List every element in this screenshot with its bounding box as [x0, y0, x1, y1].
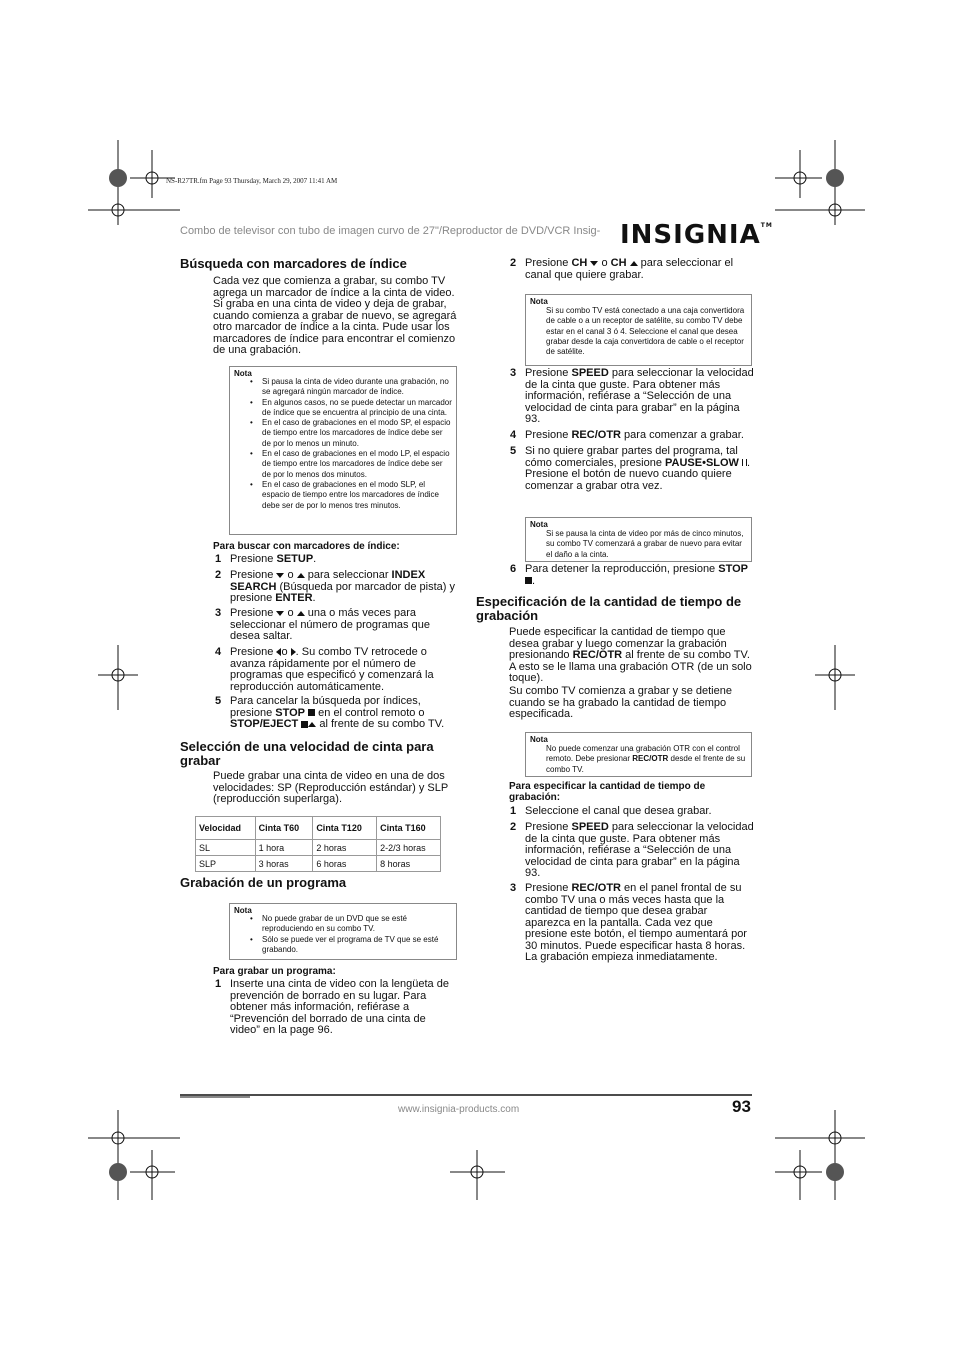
section-heading-otr: Especificación de la cantidad de tiempo de grabación [476, 594, 742, 623]
table-header-row: Velocidad Cinta T60 Cinta T120 Cinta T160 [196, 817, 441, 840]
index-search-paragraph: Cada vez que comienza a grabar, su combo TV agrega un marcador de índice a la cinta de video. Si graba en una cinta de video y deja de grabar, cuando comienza a grabar de nuevo, se agregará otro marcador de índice a la cinta. Pude usar los marcadores de índice para encontrar el comienzo de una grabación. [213, 275, 457, 356]
stop-icon [525, 577, 532, 584]
header-title: Combo de televisor con tubo de imagen curvo de 27"/Reproductor de DVD/VCR Insig- [180, 225, 601, 237]
tape-speed-paragraph: Puede grabar una cinta de video en una de dos velocidades: SP (Reproducción estándar) y SLP (reproducción superlarga). [213, 770, 449, 805]
section-heading-index-search: Búsqueda con marcadores de índice [180, 256, 407, 271]
note-item: • Si pausa la cinta de video durante una grabación, no se agregará ningún marcador de índice. [242, 377, 452, 398]
note-box-pause [525, 517, 752, 562]
note-title: Nota [530, 735, 548, 744]
step-item: 4 Presione REC/OTR para comenzar a grabar. [510, 429, 744, 441]
note-box-recording [229, 903, 457, 960]
page-number: 93 [732, 1097, 751, 1116]
note-title: Nota [234, 369, 252, 378]
step-item: 3 Presione REC/OTR en el panel frontal de su combo TV una o más veces hasta que la cantidad de tiempo que desea grabar aparezca en la pantalla. Cada vez que presione este botón, el tiempo aumentará por 30 minutos. Puede especificar hasta 8 horas. La grabación empieza inmediatamente. [510, 882, 747, 963]
stop-icon [301, 721, 308, 728]
note-item: • No puede grabar de un DVD que se esté reproduciendo en su combo TV. [242, 914, 452, 935]
note-text: Si su combo TV está conectado a una caja convertidora de cable o a un receptor de satélite, su combo TV debe estar en el canal 3 ó 4. Seleccione el canal que desea grabar desde la caja convertidora de cable o el receptor de satélite. [546, 306, 745, 357]
step-item: 1 Presione SETUP. [215, 553, 317, 565]
otr-paragraph-1: Puede especificar la cantidad de tiempo que desea grabar y luego comenzar la grabación presionando REC/OTR al frente de su combo TV. A esto se le llama una grabación OTR (de un solo toque). [509, 626, 752, 684]
step-item: 4 Presione o . Su combo TV retrocede o avanza rápidamente por el número de programas que especificó y comenzará la reproducción automáticamente. [215, 646, 434, 693]
step-item: 6 Para detener la reproducción, presione STOP . [510, 563, 748, 587]
note-title: Nota [234, 906, 252, 915]
note-box-cable [525, 294, 752, 366]
table-row: SLP 3 horas 6 horas 8 horas [196, 856, 441, 872]
step-item: 1 Inserte una cinta de video con la lengüeta de prevención de borrado en su lugar. Para obtener más información, refiérase a “Prevención del borrado de una cinta de video” en la page 96. [215, 978, 449, 1036]
table-row: SL 1 hora 2 horas 2-2/3 horas [196, 840, 441, 856]
note-item: • En el caso de grabaciones en el modo SLP, el espacio de tiempo entre los marcadores de índice debe ser de por lo menos tres minutos. [242, 480, 452, 511]
step-item: 5 Si no quiere grabar partes del programa, tal cómo comerciales, presione PAUSE•SLOW . Presione el botón de nuevo cuando quiere comenzar a grabar otra vez. [510, 445, 751, 492]
step-item: 2 Presione CH o CH para seleccionar el canal que quiere grabar. [510, 257, 734, 281]
note-text: Si se pausa la cinta de video por más de cinco minutos, su combo TV comenzará a grabar de nuevo para evitar el daño a la cinta. [546, 529, 744, 559]
footer-url: www.insignia-products.com [398, 1104, 520, 1115]
section-heading-tape-speed: Selección de una velocidad de cinta para grabar [180, 739, 434, 768]
step-item: 1 Seleccione el canal que desea grabar. [510, 805, 712, 817]
step-item: 3 Presione SPEED para seleccionar la velocidad de la cinta que guste. Para obtener más información, refiérase a “Selección de una velocidad de cinta para grabar” en la página 93. [510, 367, 754, 425]
note-item: • Sólo se puede ver el programa de TV que se esté grabando. [242, 935, 452, 956]
step-item: 2 Presione o para seleccionar INDEX SEARCH (Búsqueda por marcador de pista) y presione ENTER. [215, 569, 455, 604]
file-slug: NS-R27TR.fm Page 93 Thursday, March 29, 2007 11:41 AM [166, 177, 338, 185]
step-item: 3 Presione o una o más veces para seleccionar el número de programas que desea saltar. [215, 607, 430, 642]
note-text: No puede comenzar una grabación OTR con el control remoto. Debe presionar REC/OTR desde el frente de su combo TV. [546, 744, 746, 774]
tape-speed-table [195, 816, 441, 872]
procedure-label: Para grabar un programa: [213, 966, 336, 977]
up-arrow-icon [297, 611, 305, 616]
up-arrow-icon [297, 573, 305, 578]
note-box-otr [525, 732, 752, 777]
step-item: 5 Para cancelar la búsqueda por índices, presione STOP en el control remoto o STOP/EJECT al frente de su combo TV. [215, 695, 445, 730]
note-item: • En el caso de grabaciones en el modo SP, el espacio de tiempo entre los marcadores de índice debe ser de por lo menos un minuto. [242, 418, 452, 449]
otr-paragraph-2: Su combo TV comienza a grabar y se detiene cuando se ha grabado la cantidad de tiempo especificada. [509, 685, 732, 720]
procedure-label: Para buscar con marcadores de índice: [213, 541, 400, 552]
note-box-index [229, 366, 457, 535]
brand-logo: INSIGNIA™ [620, 220, 773, 250]
note-title: Nota [530, 297, 548, 306]
procedure-label: Para especificar la cantidad de tiempo de grabación: [509, 781, 706, 803]
note-title: Nota [530, 520, 548, 529]
up-arrow-icon [630, 261, 638, 266]
step-item: 2 Presione SPEED para seleccionar la velocidad de la cinta que guste. Para obtener más información, refiérase a “Selección de una velocidad de cinta para grabar” en la página 93. [510, 821, 754, 879]
note-item: • En el caso de grabaciones en el modo LP, el espacio de tiempo entre los marcadores de índice debe ser de por lo menos dos minutos. [242, 449, 452, 480]
section-heading-recording: Grabación de un programa [180, 875, 347, 890]
note-item: • En algunos casos, no se puede detectar un marcador de índice que se encuentra al principio de una cinta. [242, 398, 452, 419]
